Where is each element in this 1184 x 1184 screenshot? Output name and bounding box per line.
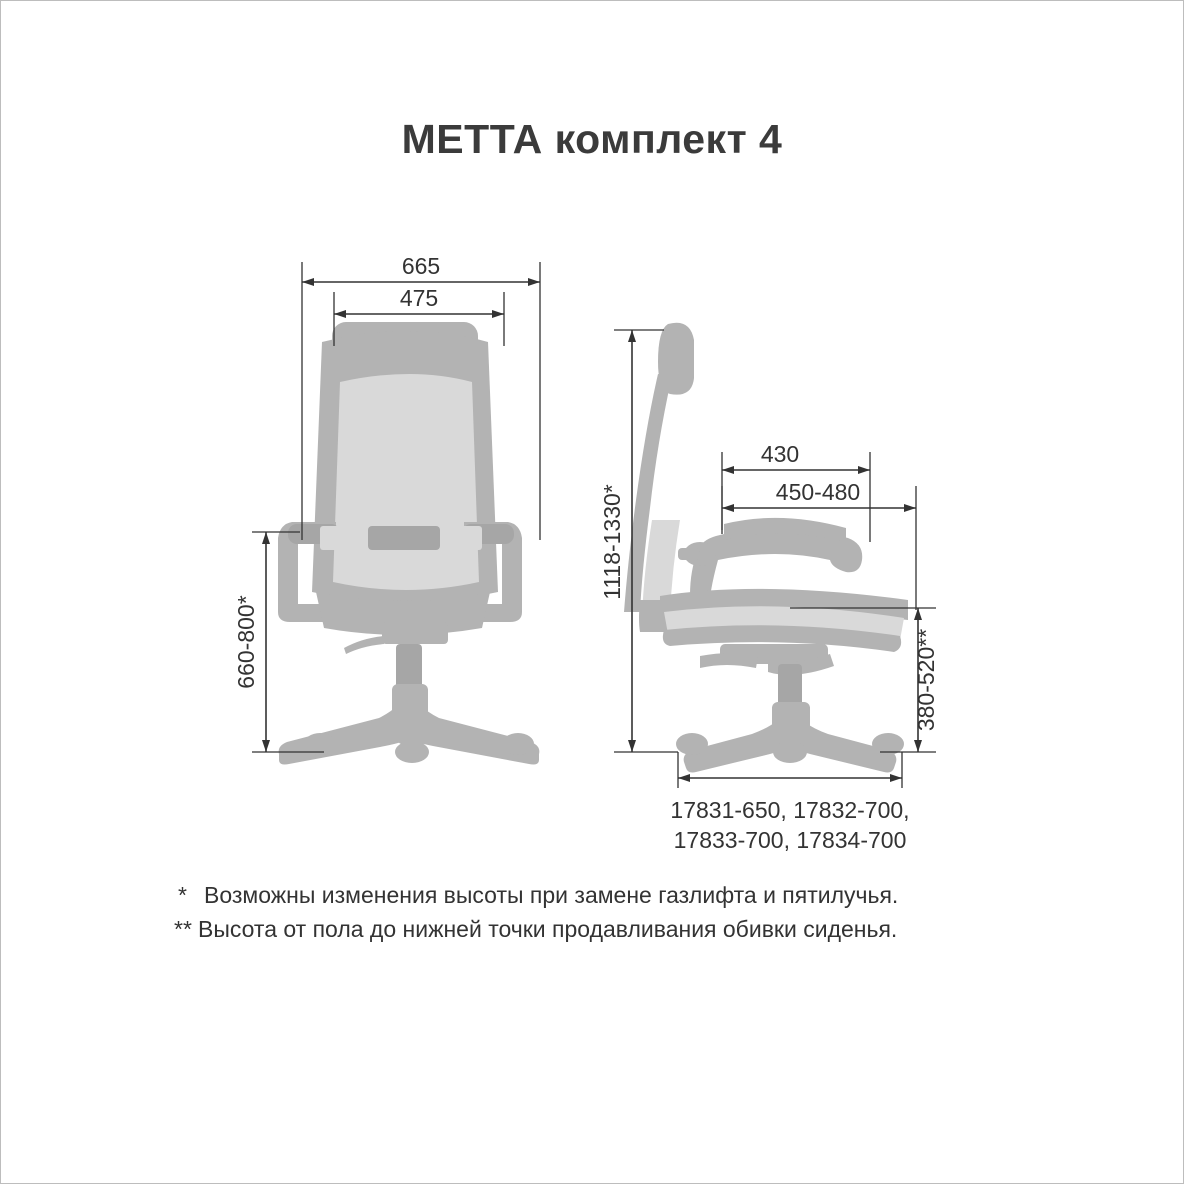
page-title: МЕТТА комплект 4 [401,116,783,162]
front-view-chair [278,322,539,765]
note-marker-1: * [178,882,187,908]
front-height-label: 660-800* [233,595,259,689]
model-codes-line-2: 17833-700, 17834-700 [673,827,907,853]
side-depth-inner-label: 450-480 [775,479,861,505]
note-marker-2: ** [174,916,192,942]
front-width-outer-label: 665 [401,253,441,279]
side-height-total-label: 1118-1330* [599,484,625,600]
side-seat-height-label: 380-520** [913,628,939,732]
model-codes-line-1: 17831-650, 17832-700, [670,797,910,823]
side-view-chair [624,323,908,773]
side-depth-outer-label: 430 [760,441,800,467]
note-text-2: Высота от пола до нижней точки продавливания обивки сиденья. [198,916,898,942]
front-width-inner-label: 475 [399,285,439,311]
note-text-1: Возможны изменения высоты при замене газлифта и пятилучья. [204,882,899,908]
